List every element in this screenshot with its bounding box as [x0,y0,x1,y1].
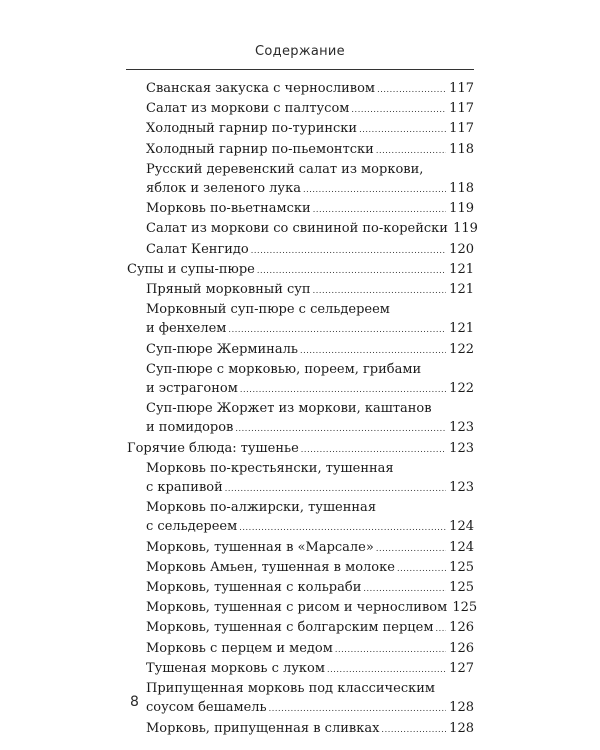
dot-leader [228,320,446,339]
toc-entry [127,538,474,558]
toc-entry-last-line [146,578,474,598]
running-header-title: Содержание [255,44,345,59]
toc-entry-last-line [146,598,478,618]
toc-entry-last-line [146,319,474,339]
toc-entry-title: Морковь, тушенная с болгарским перцем [146,620,434,636]
toc-entry-title: Суп-пюре Жерминаль [146,341,298,357]
toc-entry-last-line [146,478,474,498]
toc-entry-page: 125 [452,600,478,616]
toc-entry-last-line [146,618,474,638]
toc-section-entry [127,260,474,280]
toc-entry-last-line [146,219,478,239]
toc-entry-last-line [146,280,474,300]
toc-entry-last-line [146,698,474,718]
toc-entry-last-line [146,119,474,139]
table-of-contents [127,79,478,739]
toc-entry-title-line: Суп-пюре Жоржет из моркови, каштанов [146,401,432,417]
toc-entry [127,140,474,160]
toc-entry-title-line: Суп-пюре с морковью, пореем, грибами [146,361,422,377]
toc-entry-page: 123 [449,440,474,456]
toc-entry [127,578,474,598]
toc-entry-page: 125 [449,580,474,596]
dot-leader [376,539,446,558]
toc-entry-title: Сванская закуска с черносливом [146,81,376,96]
toc-entry-last-line [146,379,474,399]
toc-entry-title-line: Морковь по-алжирски, тушенная [146,500,377,516]
toc-entry-page: 117 [449,101,474,117]
toc-entry-title: Пряный морковный суп [146,282,311,298]
toc-entry-last-line [146,79,474,99]
toc-entry-title: Салат Кенгидо [146,241,249,257]
dot-leader [359,120,446,139]
toc-entry [127,300,474,339]
dot-leader [327,660,446,679]
toc-entry-page: 120 [449,241,474,257]
toc-entry-page: 121 [449,321,474,337]
toc-entry [127,160,474,199]
toc-entry-last-line [146,659,474,679]
toc-entry-title-line: Припущенная морковь под классическим [146,681,436,697]
toc-entry-last-line [127,439,474,459]
toc-entry [127,399,474,438]
dot-leader [269,699,446,718]
toc-entry-page: 128 [449,700,474,716]
toc-entry-last-line [146,140,474,160]
toc-entry [127,340,474,360]
toc-entry-title: Салат из моркови со свининой по-корейски [146,221,448,237]
toc-entry-title: Морковь Амьен, тушенная в молоке [146,559,395,575]
dot-leader [239,518,446,537]
toc-entry-title: Морковь, тушенная в «Марсале» [146,539,374,555]
dot-leader [351,100,446,119]
toc-entry [127,360,474,399]
toc-entry-last-line [146,538,474,558]
dot-leader [397,559,446,578]
toc-entry-page: 122 [449,381,474,397]
dot-leader [313,281,446,300]
toc-entry [127,79,474,99]
dot-leader [435,619,446,638]
toc-entry-page: 123 [449,420,474,436]
toc-entry-page: 123 [449,480,474,496]
dot-leader [381,720,446,739]
toc-entry-page: 124 [449,539,474,555]
toc-entry-last-line [127,260,474,280]
toc-entry-title: и эстрагоном [146,381,238,397]
dot-leader [376,141,446,160]
toc-entry-title: Морковь, тушенная с кольраби [146,580,362,596]
toc-entry-page: 119 [453,221,478,237]
dot-leader [240,380,446,399]
toc-entry-page: 128 [449,720,474,736]
toc-entry [127,219,478,239]
toc-entry-title-line: Русский деревенский салат из моркови, [146,161,424,177]
page-number: 8 [130,694,139,710]
toc-entry-page: 118 [449,181,474,197]
toc-entry-last-line [146,99,474,119]
toc-entry-title: Морковь, припущенная в сливках [146,720,380,736]
dot-leader [335,640,446,659]
toc-entry [127,659,474,679]
dot-leader [225,479,446,498]
toc-entry-title: соусом бешамель [146,700,267,716]
toc-entry [127,618,474,638]
toc-entry [127,679,474,718]
toc-entry-last-line [146,517,474,537]
toc-entry [127,639,474,659]
toc-entry-page: 117 [449,121,474,137]
toc-entry-page: 122 [449,341,474,357]
toc-entry-last-line [146,199,474,219]
toc-entry [127,280,474,300]
toc-entry-title-line: Морковный суп-пюре с сельдереем [146,302,390,318]
toc-entry [127,119,474,139]
toc-entry-title: Салат из моркови с палтусом [146,101,350,117]
toc-entry-last-line [146,639,474,659]
toc-entry-last-line [146,340,474,360]
dot-leader [257,261,446,280]
toc-entry-page: 126 [449,620,474,636]
dot-leader [251,241,446,260]
toc-entry-title: Холодный гарнир по-пьемонтски [146,141,374,157]
toc-entry [127,558,474,578]
toc-entry-title: Морковь, тушенная с рисом и черносливом [146,600,448,616]
toc-entry-title: с крапивой [146,480,223,496]
toc-entry-title-line: Морковь по-крестьянски, тушенная [146,460,394,476]
dot-leader [377,80,446,99]
toc-entry-last-line [146,240,474,260]
toc-entry-page: 125 [449,559,474,575]
dot-leader [363,579,446,598]
header-rule [126,69,474,70]
toc-entry [127,719,474,739]
dot-leader [303,180,446,199]
toc-entry-page: 121 [449,282,474,298]
toc-entry [127,99,474,119]
toc-entry-title: Морковь по-вьетнамски [146,201,311,217]
toc-entry-title: Горячие блюда: тушенье [127,440,299,456]
toc-section-entry [127,439,474,459]
toc-entry-page: 126 [449,640,474,656]
toc-entry [127,459,474,498]
toc-entry-page: 119 [449,201,474,217]
dot-leader [300,341,446,360]
toc-entry-title: и помидоров [146,420,234,436]
toc-entry-title: и фенхелем [146,321,227,337]
dot-leader [235,419,446,438]
toc-entry-last-line [146,558,474,578]
toc-entry-page: 117 [449,81,474,96]
toc-entry-page: 118 [449,141,474,157]
toc-entry-title: Тушеная морковь с луком [146,660,325,676]
toc-entry-title: с сельдереем [146,519,238,535]
dot-leader [301,440,446,459]
toc-entry-title: яблок и зеленого лука [146,181,301,197]
toc-entry-title: Морковь с перцем и медом [146,640,333,656]
toc-entry-page: 121 [449,261,474,277]
dot-leader [313,200,446,219]
toc-entry [127,240,474,260]
toc-entry [127,199,474,219]
toc-entry-last-line [146,418,474,438]
toc-entry [127,598,478,618]
toc-entry-last-line [146,719,474,739]
toc-entry-page: 124 [449,519,474,535]
toc-entry-title: Холодный гарнир по-турински [146,121,358,137]
toc-entry-last-line [146,179,474,199]
toc-entry [127,498,474,537]
toc-entry-title: Супы и супы-пюре [127,261,255,277]
toc-entry-page: 127 [449,660,474,676]
